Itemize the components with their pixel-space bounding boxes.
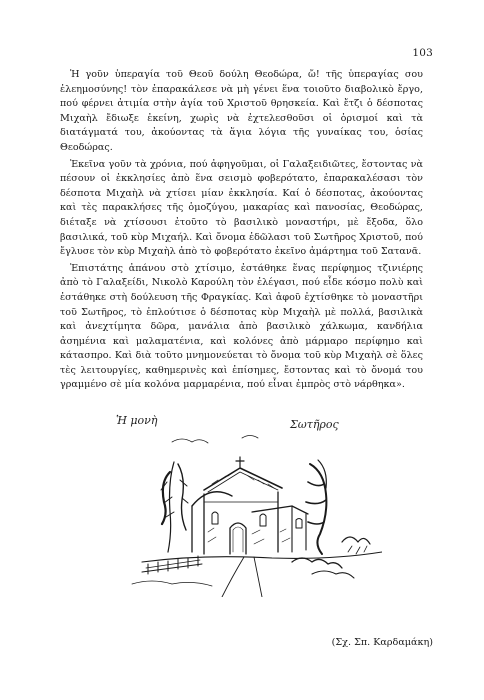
monastery-sketch	[112, 402, 382, 597]
body-text	[60, 68, 423, 395]
page-number: 103	[412, 47, 433, 59]
sketch-drawing	[132, 436, 382, 598]
illustration-caption: (Σχ. Σπ. Καρδαμάκη)	[331, 637, 433, 648]
paragraph: Ἐπιστάτης ἀπάνου στὸ χτίσιμο, ἐστάθηκε ἕνας περίφημος τζινιέρης ἀπὸ τὸ Γαλαξείδι, Νικολὸ Καρούλη τὸν ἐλέγασι, πού εἶδε κόσμο πολὺ καὶ ἐστάθηκε στὴ δούλευση τῆς Φραγκίας. Καὶ ἀφοῦ ἐχτίσθηκε τὸ μοναστῆρι τοῦ Σωτῆρος, τὸ ἐπλούτισε ὁ δέσποτας κὺρ Μιχαὴλ μὲ πολλά, βασιλικὰ καὶ ἀνεχτίμητα δῶρα, μανάλια ἀπὸ βασιλικὸ χάλκωμα, κανδήλια ἀσημένια καὶ μαλαματένια, καὶ κολόνες ἀπὸ μάρμαρο περίφημο καὶ κάτασπρο. Καὶ διὰ τοῦτο μνημονεύεται τὸ ὄνομα τοῦ κὺρ Μιχαὴλ σὲ ὅλες τὲς λειτουργίες, καθημερινὲς καὶ ἐπίσημες, ἔστοντας καὶ τὸ ὄνομά του γραμμένο σὲ μία κολόνα μαρμαρένια, πού εἶναι ἐμπρὸς στὸ νάρθηκα».	[60, 262, 423, 391]
sketch-label-left: Ἡ μονὴ	[116, 414, 158, 427]
paragraph: Ἡ γοῦν ὑπεραγία τοῦ Θεοῦ δούλη Θεοδώρα, ὤ! τῆς ὑπεραγίας σου ἐλεημοσύνης! τὸν ἐπαρακάλεσε νὰ μὴ γένει ἕνα τοιοῦτο διαβολικὸ ἔργο, πού φέρνει ἀτιμία στὴν ἁγία τοῦ Χριστοῦ θρησκεία. Καὶ ἔτζι ὁ δέσποτας Μιχαὴλ ἔδιωξε ἐκείνη, χωρὶς νὰ ἐχτελεσθοῦσι οἱ ὁρισμοί καὶ τὰ διατάγματά του, ἀκούοντας τὰ ἅγια λόγια τῆς γυναίκας του, ὁσίας Θεοδώρας.	[60, 69, 423, 153]
paragraph: Ἐκεῖνα γοῦν τὰ χρόνια, πού ἀφηγοῦμαι, οἱ Γαλαξειδιῶτες, ἔστοντας νὰ πέσουν οἱ ἐκκλησίες ἀπὸ ἕνα σεισμὸ φοβερότατο, ἐπαρακαλέσασι τὸν δέσποτα Μιχαὴλ νὰ χτίσει μίαν ἐκκλησία. Καί ὁ δέσποτας, ἀκούοντας καὶ τὲς παρακλήσες τῆς ὁμοζύγου, μακαρίας καὶ πανοσίας, Θεοδώρας, διέταξε νὰ χτίσουσι ἐτοῦτο τὸ βασιλικὸ μοναστήρι, μὲ ἔξοδα, ὅλο βασιλικά, τοῦ κὺρ Μιχαήλ. Καὶ ὄνομα ἐδῶλασι τοῦ Σωτῆρος Χριστοῦ, πού ἔγλυσε τὸν κὺρ Μιχαὴλ ἀπὸ τὸ φοβερότατο ἐκεῖνο ἁμάρτημα τοῦ Σατανᾶ.	[60, 158, 423, 258]
sketch-label-right: Σωτῆρος	[290, 418, 339, 431]
